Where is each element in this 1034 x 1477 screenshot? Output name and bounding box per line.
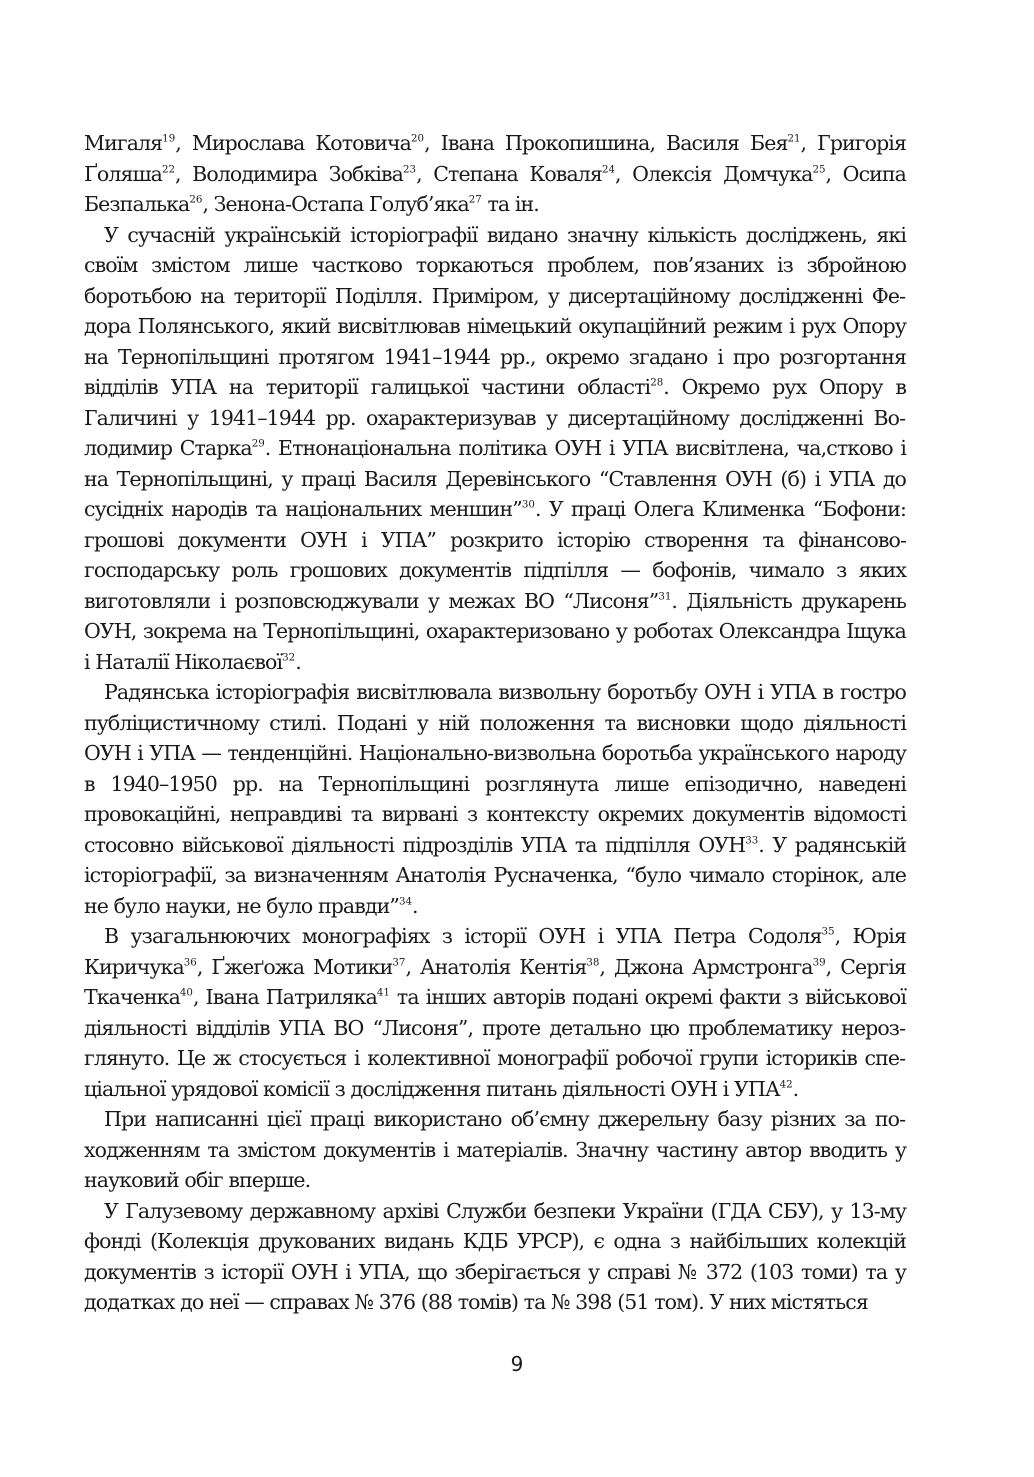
text-run: , Ґжеґожа Мотики	[196, 954, 393, 979]
text-run: .	[792, 1076, 799, 1101]
footnote-ref: 19	[162, 132, 176, 145]
text-run: .	[412, 893, 418, 918]
text-run: , Юрія Киричука	[84, 924, 906, 979]
footnote-ref: 27	[468, 193, 482, 206]
text-run: , Івана Патриляка	[192, 985, 377, 1009]
footnote-ref: 28	[650, 376, 664, 389]
paragraph-1	[84, 128, 906, 220]
text-run: та ін.	[481, 192, 539, 216]
paragraph-3	[84, 677, 906, 921]
text-run: , Григорія Ґоляша	[84, 131, 906, 186]
text-run: . У праці Олега Клименка “Бофони: грошові документи ОУН і УПА” розкрито історію створення та фінансово-господарську роль грошових документів підпілля — бофонів, чимало з яких виготовляли і розповсюджували у межах ВО “Лисоня”	[84, 497, 906, 613]
text-run: . У радянській історіографії, за визначенням Анатолія Русначенка, “було чимало сторінок, але не було науки, не було правди”	[84, 832, 906, 918]
footnote-ref: 42	[779, 1077, 793, 1090]
text-run: , Івана Прокопишина, Василя Бея	[424, 131, 788, 155]
text-run: та інших авторів подані окремі факти з військової діяльності відділів УПА ВО “Лисоня”, проте детально цю проблематику нерозглянуто. Це ж стосується і колективної монографії робочої групи істориків спеціальної урядової комісії з дослідження питань діяльності ОУН і УПА	[84, 985, 906, 1101]
text-run: . Окремо рух Опору в Галичині у 1941–1944 рр. охарактеризував у дисертаційному дослідженні Володимир Старка	[84, 375, 906, 460]
text-run: При написанні цієї праці використано об’ємну джерельну базу різних за походженням та змістом документів і матеріалів. Значну частину автор вводить у науковий обіг вперше.	[84, 1107, 906, 1192]
footnote-ref: 33	[745, 833, 759, 846]
text-run: Мигаля	[84, 131, 163, 155]
footnote-ref: 34	[398, 894, 413, 907]
text-run: , Володимира Зобківа	[175, 161, 404, 186]
text-run: . Етнонаціональна політика ОУН і УПА висвітлена, ча,стково і на Тернопільщині, у праці Василя Деревінського “Ставлення ОУН (б) і УПА до сусідніх народів та національних меншин”	[84, 436, 906, 521]
footnote-ref: 20	[411, 132, 425, 145]
footnote-ref: 41	[376, 986, 390, 999]
footnote-ref: 22	[161, 162, 175, 175]
page-number: 9	[510, 1352, 524, 1376]
text-run: В узагальнюючих монографіях з історії ОУН і УПА Петра Содоля	[104, 924, 822, 948]
footnote-ref: 24	[601, 162, 615, 175]
text-run: , Зенона-Остапа Голуб’яка	[202, 192, 469, 216]
text-run: , Мирослава Котовича	[175, 131, 412, 155]
footnote-ref: 25	[812, 162, 826, 175]
text-run: , Анатолія Кентія	[405, 954, 587, 979]
footnote-ref: 36	[183, 955, 197, 968]
paragraph-5	[84, 1104, 906, 1196]
text-run: У Галузевому державному архіві Служби безпеки України (ГДА СБУ), у 13-му фонді (Колекція друкованих видань КДБ УРСР), є одна з найбільших колекцій документів з історії ОУН і УПА, що зберігається у справі № 372 (103 томи) та у додатках до неї — справах № 376 (88 томів) та № 398 (51 том). У них містяться	[84, 1198, 906, 1314]
page-body	[84, 128, 906, 1318]
footnote-ref: 32	[282, 650, 296, 663]
paragraph-2	[84, 220, 906, 678]
footnote-ref: 39	[812, 955, 826, 968]
text-run: , Сергія Ткаченка	[84, 954, 906, 1009]
text-run: Радянська історіографія висвітлювала визвольну боротьбу ОУН і УПА в гостро публіцистичному стилі. Подані у ній положення та висновки щодо діяльності ОУН і УПА — тенденційні. Національно-визвольна боротьба українського народу в 1940–1950 рр. на Тернопільщині розглянута лише епізодично, наведені провокаційні, неправдиві та вирвані з контексту окремих документів відомості стосовно військової діяльності підрозділів УПА та підпілля ОУН	[84, 680, 906, 857]
footnote-ref: 23	[403, 162, 417, 175]
paragraph-6	[84, 1196, 906, 1318]
footnote-ref: 31	[658, 589, 672, 602]
text-run: .	[295, 649, 301, 674]
text-run: , Степана Коваля	[416, 161, 602, 186]
footnote-ref: 37	[392, 955, 406, 968]
footnote-ref: 30	[521, 498, 535, 511]
text-run: , Олексія Домчука	[614, 161, 813, 186]
footnote-ref: 26	[189, 193, 203, 206]
footnote-ref: 29	[251, 437, 265, 450]
text-run: , Джона Армстронга	[599, 954, 813, 979]
footnote-ref: 38	[586, 955, 600, 968]
footnote-ref: 21	[787, 132, 801, 145]
text-run: , Осипа Безпалька	[84, 161, 906, 216]
text-run: У сучасній українській історіографії видано значну кількість досліджень, які своїм змістом лише частково торкаються проблем, пов’язаних із збройною боротьбою на території Поділля. Приміром, у дисертаційному дослідженні Федора Полянського, який висвітлював німецький окупаційний режим і рух Опору на Тернопільщині протягом 1941–1944 рр., окремо згадано і про розгортання відділів УПА на території галицької частини області	[84, 222, 906, 399]
footnote-ref: 40	[179, 986, 193, 999]
footnote-ref: 35	[821, 925, 835, 938]
paragraph-4	[84, 921, 906, 1104]
text-run: . Діяльність друкарень ОУН, зокрема на Тернопільщині, охарактеризовано у роботах Олександра Іщука і Наталії Ніколаєвої	[84, 588, 906, 674]
